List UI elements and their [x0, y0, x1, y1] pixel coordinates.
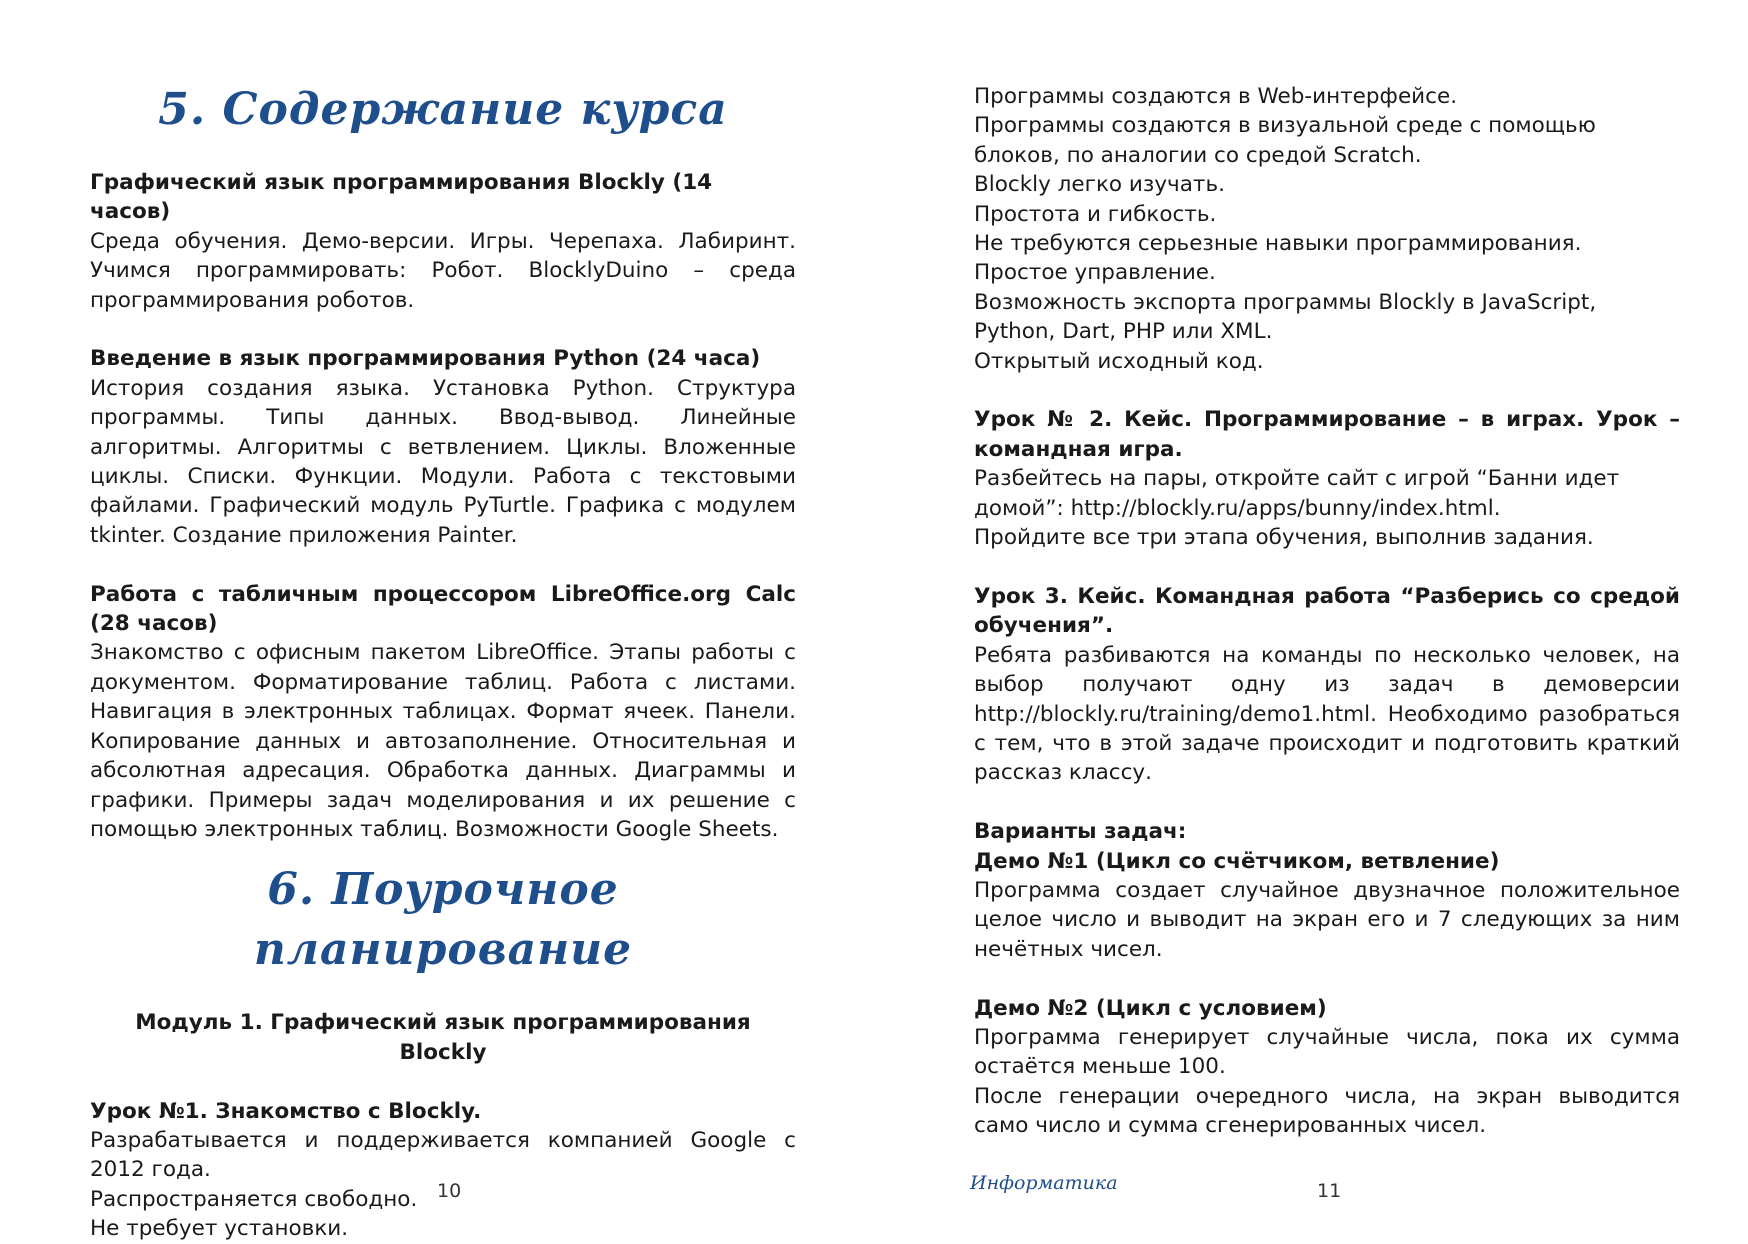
topic3-heading: Работа с табличным процессором LibreOffice.org Calc (28 часов)	[90, 581, 796, 637]
page-number-right: 11	[1317, 1180, 1342, 1202]
lesson1-line: Распространяется свободно.	[90, 1186, 418, 1212]
topic1-body: Среда обучения. Демо-версии. Игры. Черепаха. Лабиринт. Учимся программировать: Робот. BlocklyDuino – среда программирования роботов.	[90, 228, 796, 313]
lesson3-heading: Урок 3. Кейс. Командная работа “Разберись со средой обучения”.	[974, 583, 1680, 639]
lesson1-cont-line: Не требуются серьезные навыки программирования.	[974, 231, 1582, 257]
lesson1-cont-line: Открытый исходный код.	[974, 348, 1264, 374]
topic1-heading: Графический язык программирования Blockly (14 часов)	[90, 170, 713, 225]
topic3-body: Знакомство с офисным пакетом LibreOffice. Этапы работы с документом. Форматирование таблиц. Работа с листами. Навигация в электронных таблицах. Формат ячеек. Панели. Копирование данных и автозаполнение. Относительная и абсолютная адресация. Обработка данных. Диаграммы и графики. Примеры задач моделирования и их решение с помощью электронных таблиц. Возможности Google Sheets.	[90, 640, 796, 842]
lesson1-line: Не требует установки.	[90, 1216, 349, 1242]
demo1-body: Программа создает случайное двузначное положительное целое число и выводит на экран его и 7 следующих за ним нечётных чисел.	[974, 877, 1680, 962]
right-page	[874, 0, 1748, 1240]
demo2-line: После генерации очередного числа, на экран выводится само число и сумма сгенерированных чисел.	[974, 1083, 1680, 1139]
lesson1-cont-line: Простота и гибкость.	[974, 201, 1217, 227]
right-column	[974, 82, 1680, 1141]
topic2-heading: Введение в язык программирования Python (24 часа)	[90, 346, 761, 372]
lesson2-line: Пройдите все три этапа обучения, выполнив задания.	[974, 525, 1594, 551]
topic2-body: История создания языка. Установка Python. Структура программы. Типы данных. Ввод-вывод. Линейные алгоритмы. Алгоритмы с ветвлением. Циклы. Вложенные циклы. Списки. Функции. Модули. Работа с текстовыми файлами. Графический модуль PyTurtle. Графика с модулем tkinter. Создание приложения Painter.	[90, 375, 796, 548]
module1-title: Модуль 1. Графический язык программирования Blockly	[135, 1010, 751, 1065]
lesson2-heading: Урок № 2. Кейс. Программирование – в играх. Урок – командная игра.	[974, 407, 1680, 462]
demo1-heading: Демо №1 (Цикл со счётчиком, ветвление)	[974, 848, 1500, 874]
left-column	[90, 168, 796, 1244]
demo2-heading: Демо №2 (Цикл с условием)	[974, 995, 1327, 1021]
lesson1-cont-line: Blockly легко изучать.	[974, 172, 1225, 198]
lesson1-cont-line: Простое управление.	[974, 260, 1216, 286]
lesson1-cont-line: Программы создаются в визуальной среде с помощью блоков, по аналогии со средой Scratch.	[974, 113, 1596, 168]
page-number-left: 10	[437, 1180, 462, 1202]
demo2-line: Программа генерирует случайные числа, пока их сумма остаётся меньше 100.	[974, 1024, 1680, 1080]
section-5-title: 5. Содержание курса	[158, 84, 728, 135]
left-page	[0, 0, 874, 1240]
lesson1-cont-line: Программы создаются в Web-интерфейсе.	[974, 84, 1458, 109]
tasks-heading: Варианты задач:	[974, 819, 1187, 845]
lesson3-body: Ребята разбиваются на команды по несколько человек, на выбор получают одну из задач в демоверсии http://blockly.ru/training/demo1.html. Необходимо разобраться с тем, что в этой задаче происходит и подготовить краткий рассказ классу.	[974, 642, 1680, 786]
lesson1-heading: Урок №1. Знакомство с Blockly.	[90, 1098, 482, 1124]
section-6-title: 6. Поурочное планирование	[253, 864, 633, 976]
lesson1-cont-line: Возможность экспорта программы Blockly в JavaScript, Python, Dart, PHP или XML.	[974, 289, 1597, 345]
footer-subject: Информатика	[970, 1172, 1118, 1194]
lesson1-line: Разрабатывается и поддерживается компанией Google с 2012 года.	[90, 1127, 796, 1183]
lesson2-line: Разбейтесь на пары, откройте сайт с игрой “Банни идет домой”: http://blockly.ru/apps/bunny/index.html.	[974, 466, 1620, 521]
